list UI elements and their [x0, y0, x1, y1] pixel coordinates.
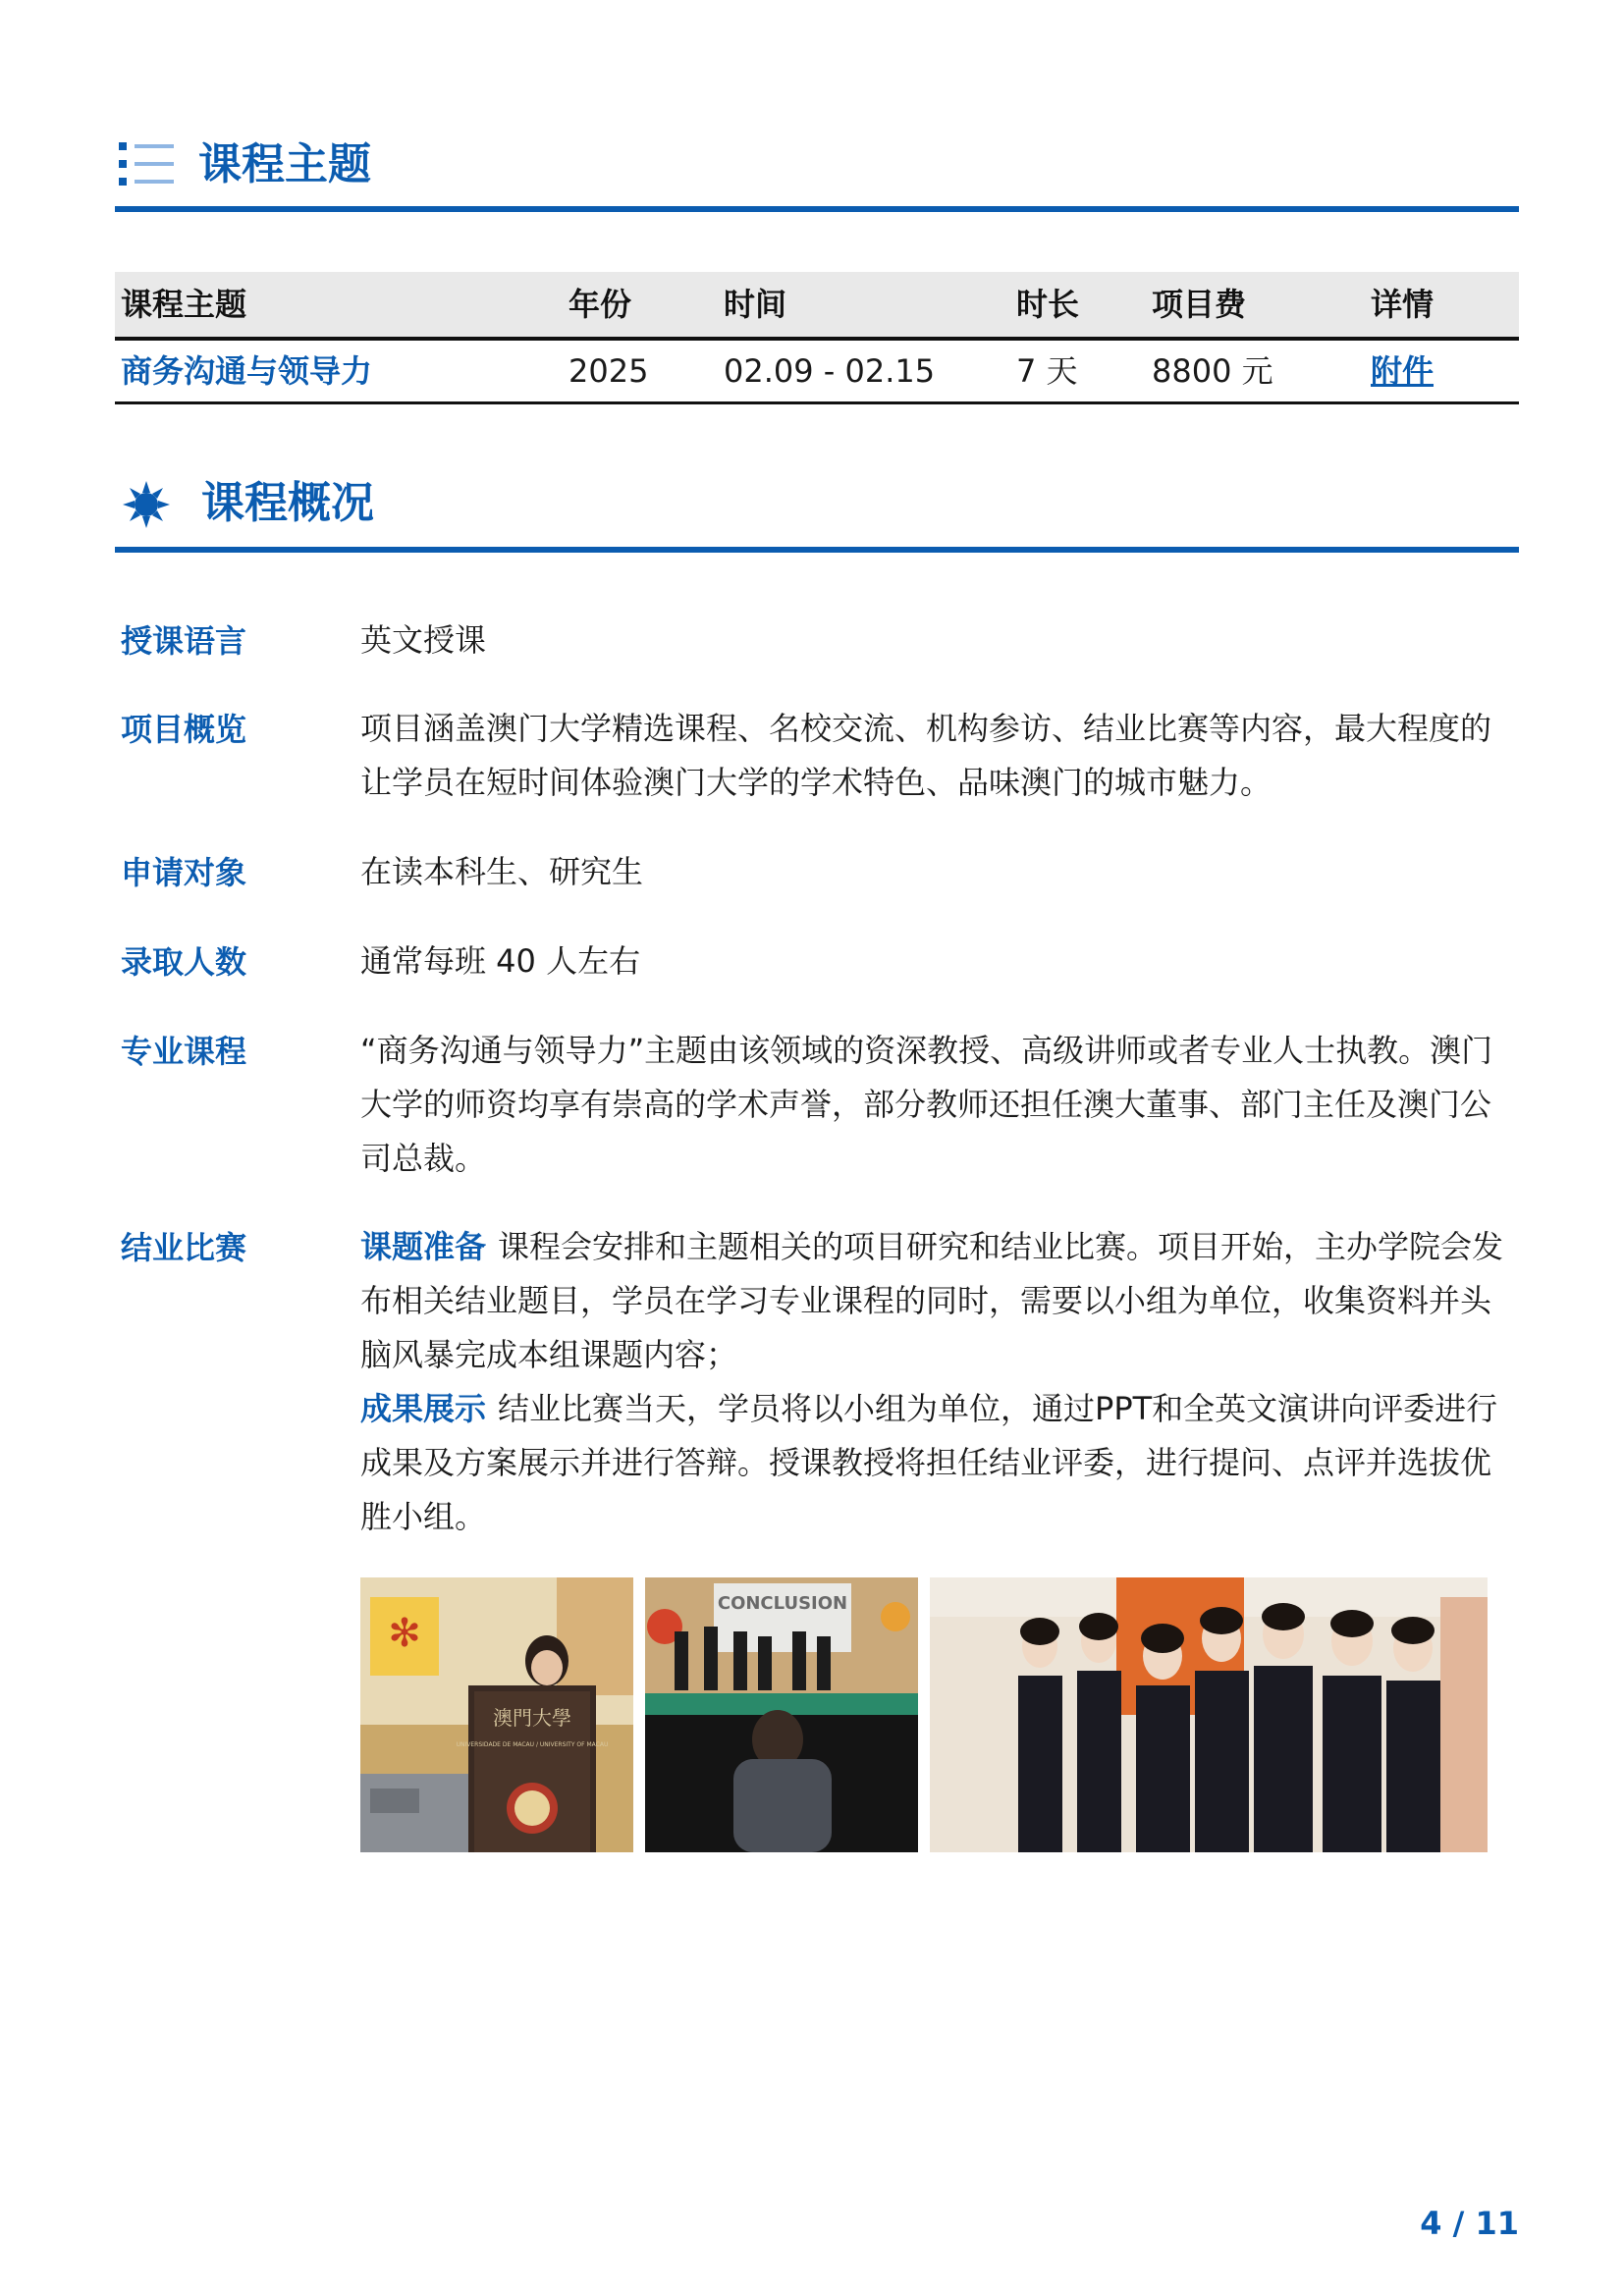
overview-label: 录取人数	[121, 943, 247, 981]
course-dates: 02.09 - 02.15	[724, 352, 936, 390]
section-title: 课程概况	[201, 478, 374, 528]
screen-text: CONCLUSION	[717, 1593, 848, 1614]
course-table	[115, 272, 1519, 404]
overview-label: 项目概览	[121, 711, 247, 748]
header-year: 年份	[568, 286, 632, 323]
podium-text: 澳門大學	[493, 1706, 571, 1730]
header-course: 课程主题	[121, 286, 247, 323]
podium-subtext: UNIVERSIDADE DE MACAU / UNIVERSITY OF MACAU	[456, 1741, 609, 1748]
photo-podium-speaker	[360, 1577, 633, 1852]
header-duration: 时长	[1016, 286, 1080, 323]
course-year: 2025	[568, 352, 649, 390]
list-icon	[119, 140, 178, 189]
overview-text: 在读本科生、研究生	[360, 853, 644, 890]
section-rule	[115, 206, 1519, 212]
overview-text: 通常每班 40 人左右	[360, 942, 641, 980]
section-header-theme	[115, 135, 1519, 243]
table-header	[115, 272, 1519, 341]
photo-team-presentation	[930, 1577, 1488, 1852]
header-dates: 时间	[724, 286, 787, 323]
overview-text: 英文授课	[360, 621, 487, 659]
course-duration: 7 天	[1016, 352, 1078, 390]
overview-label: 结业比赛	[121, 1229, 247, 1266]
header-details: 详情	[1371, 286, 1435, 323]
overview-label: 专业课程	[121, 1033, 247, 1070]
page-number: 4 / 11	[1420, 2205, 1519, 2242]
showcase-keyword: 成果展示	[360, 1390, 487, 1427]
section-title: 课程主题	[198, 139, 371, 189]
showcase-text: 结业比赛当天，学员将以小组为单位，通过PPT和全英文演讲向评委进行成果及方案展示并进行答辩。授课教授将担任结业评委，进行提问、点评并选拔优胜小组。	[360, 1390, 1498, 1535]
competition-prep	[360, 1220, 1521, 1382]
section-header-overview	[115, 474, 1519, 582]
prep-keyword: 课题准备	[360, 1228, 487, 1265]
section-rule	[115, 547, 1519, 553]
header-fee: 项目费	[1152, 286, 1247, 323]
prep-text: 课程会安排和主题相关的项目研究和结业比赛。项目开始，主办学院会发布相关结业题目，学员在学习专业课程的同时，需要以小组为单位，收集资料并头脑风暴完成本组课题内容；	[360, 1228, 1504, 1373]
overview-label: 申请对象	[121, 854, 247, 891]
sunburst-icon	[119, 477, 174, 532]
overview-text: “商务沟通与领导力”主题由该领域的资深教授、高级讲师或者专业人士执教。澳门大学的师资均享有崇高的学术声誉，部分教师还担任澳大董事、部门主任及澳门公司总裁。	[360, 1032, 1493, 1177]
course-fee: 8800 元	[1152, 352, 1273, 390]
table-row	[115, 341, 1519, 404]
svg-text:✻: ✻	[388, 1611, 421, 1656]
attachment-link[interactable]: 附件	[1371, 352, 1435, 390]
competition-showcase	[360, 1382, 1521, 1544]
competition-text	[360, 1220, 1521, 1544]
photo-conclusion-stage	[645, 1577, 918, 1852]
course-name: 商务沟通与领导力	[121, 352, 373, 390]
overview-text: 项目涵盖澳门大学精选课程、名校交流、机构参访、结业比赛等内容，最大程度的让学员在短时间体验澳门大学的学术特色、品味澳门的城市魅力。	[360, 710, 1492, 801]
overview-label: 授课语言	[121, 622, 247, 660]
